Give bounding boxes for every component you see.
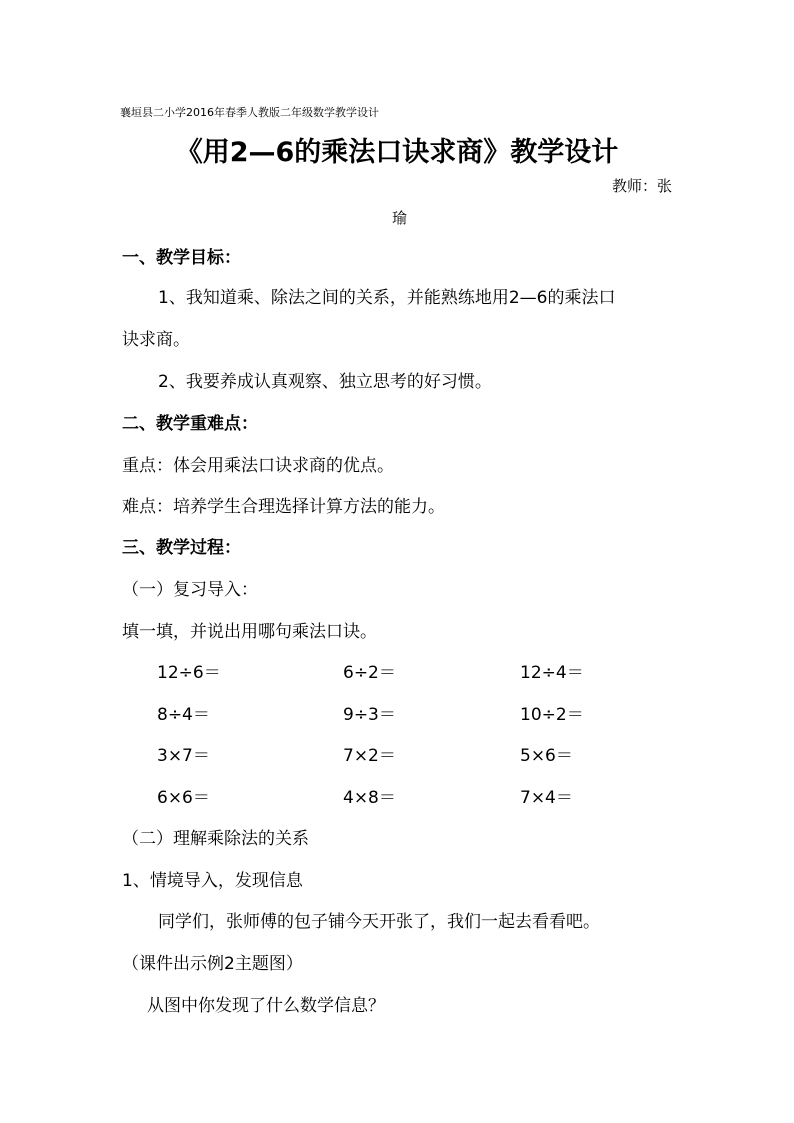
goal-1-line-1: 1、我知道乘、除法之间的关系，并能熟练地用2—6的乘法口 [158, 288, 616, 308]
section-heading-process: 三、教学过程： [122, 538, 241, 558]
section-heading-key-points: 二、教学重难点： [122, 414, 258, 434]
header-note: 襄垣县二小学2016年春季人教版二年级数学教学设计 [120, 106, 379, 119]
problem-cell: 6×6＝ [157, 788, 210, 808]
instruction: 填一填，并说出用哪句乘法口诀。 [122, 622, 377, 642]
problem-cell: 8÷4＝ [157, 705, 210, 725]
problem-cell: 9÷3＝ [343, 705, 396, 725]
problem-cell: 12÷6＝ [157, 663, 221, 683]
goal-1-line-2: 诀求商。 [122, 330, 190, 350]
teacher-label: 教师：张 [612, 177, 673, 195]
step-1: 1、情境导入，发现信息 [122, 871, 303, 891]
key-point: 重点：体会用乘法口诀求商的优点。 [122, 456, 394, 476]
problem-cell: 7×4＝ [520, 788, 573, 808]
difficult-point: 难点：培养学生合理选择计算方法的能力。 [122, 497, 445, 517]
problem-cell: 6÷2＝ [343, 663, 396, 683]
goal-2: 2、我要养成认真观察、独立思考的好习惯。 [158, 372, 492, 392]
question: 从图中你发现了什么数学信息？ [147, 996, 385, 1016]
part-2-heading: （二）理解乘除法的关系 [122, 829, 309, 849]
problem-cell: 12÷4＝ [520, 663, 584, 683]
document-title: 《用2—6的乘法口诀求商》教学设计 [175, 137, 619, 168]
problem-cell: 4×8＝ [343, 788, 396, 808]
problem-cell: 3×7＝ [157, 746, 210, 766]
problem-cell: 7×2＝ [343, 746, 396, 766]
teacher-name-continued: 瑜 [392, 209, 408, 227]
courseware-note: （课件出示例2主题图） [122, 954, 303, 974]
problem-cell: 5×6＝ [520, 746, 573, 766]
intro-text: 同学们，张师傅的包子铺今天开张了，我们一起去看看吧。 [158, 912, 600, 932]
problem-cell: 10÷2＝ [520, 705, 584, 725]
part-1-heading: （一）复习导入： [122, 580, 258, 600]
section-heading-goals: 一、教学目标： [122, 248, 241, 268]
